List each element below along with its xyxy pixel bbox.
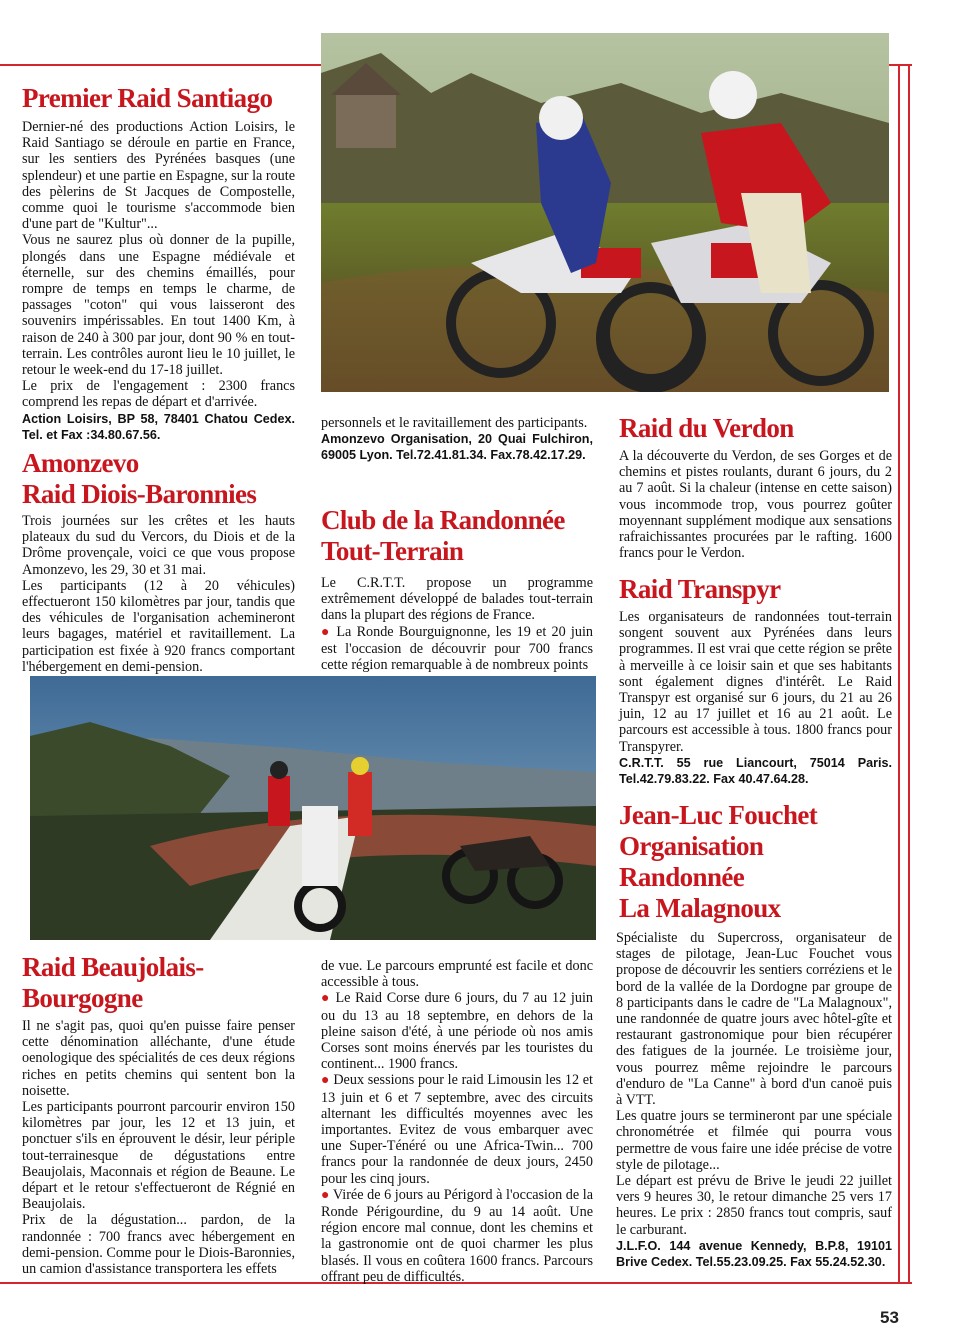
crtt-item-raid-corse: ● Le Raid Corse dure 6 jours, du 7 au 12 juin ou du 13 au 18 septembre, en dehors de la pleine saison d'été, à une période où nos amis Corses sont moins énervés par les touristes du continent... 1900 francs. xyxy=(321,990,594,1073)
beaujolais-paragraph-1: Il ne s'agit pas, quoi qu'en puisse faire penser cette dénomination alléchante, d'une étude oenologique des spécialités de ces deux régions riches en petits chemins qui sentent bon la noisette. xyxy=(22,1018,295,1099)
title-tout-terrain: Tout-Terrain xyxy=(321,536,464,566)
title-raid-diois-baronnies: Raid Diois-Baronnies xyxy=(22,479,257,509)
body-santiago xyxy=(22,119,295,443)
photo-landscape-riders xyxy=(30,676,596,940)
title-amonzevo: Amonzevo xyxy=(22,448,139,478)
santiago-paragraph-1: Dernier-né des productions Action Loisirs, le Raid Santiago se déroule en partie en France, sur les sentiers des Pyrénées basques (une splendeur) et une partie en Espagne, sur la route des pèlerins de St Jacques de Compostelle, comme quoi le tourisme s'accommode bien d'une part de "Kultur"... xyxy=(22,119,296,233)
body-fouchet xyxy=(616,930,892,1270)
title-raid-beaujolais: Raid Beaujolais- xyxy=(22,952,204,982)
verdon-paragraph-1: A la découverte du Verdon, de ses Gorges et de chemins et pistes roulants, durant 6 jours, du 2 au 7 août. Si la chaleur (intense en cette saison) vous incommode trop, vous pourrez goûter moyennant supplément modique aux sensations rafraichissantes procurées par le rafting. 1600 francs pour le Verdon. xyxy=(619,448,892,562)
body-crtt xyxy=(321,575,593,673)
title-raid-du-verdon: Raid du Verdon xyxy=(619,413,794,443)
title-organisation: Organisation xyxy=(619,831,764,861)
fouchet-contact: J.L.F.O. 144 avenue Kennedy, B.P.8, 19101 Brive Cedex. Tel.55.23.09.25. Fax 55.24.52.30. xyxy=(616,1238,892,1270)
fouchet-paragraph-1: Spécialiste du Supercross, organisateur de stages de pilotage, Jean-Luc Fouchet vous propose de découvrir les sentiers corréziens et le bord de la vallée de la Dordogne par groupe de 8 participants dans le cadre de "La Malagnoux", une randonnée de quatre jours avec hôtel-gîte et restaurant gastronomique pour bien récupérer des fatigues de la journée. Le troisième jour, vous pourrez même rejoindre le parcours d'enduro de "La Canne" à bord d'un canoë puis à VTT. xyxy=(616,930,892,1109)
santiago-paragraph-2: Vous ne saurez plus où donner de la pupille, plongés dans une Espagne médiévale et éternelle, sur des chemins émaillés, pour rompre de temps en temps le charme, de passages "coton" qui vous laisseront des souvenirs impérissables. En tout 1400 Km, à raison de 240 à 300 par jour, dont 90 % en tout-terrain. Les contrôles auront lieu le 10 juillet, le retour le week-end du 17-18 juillet. xyxy=(22,232,295,379)
title-la-malagnoux: La Malagnoux xyxy=(619,893,781,923)
title-premier-raid-santiago: Premier Raid Santiago xyxy=(22,83,273,113)
page-frame-right xyxy=(898,64,900,1284)
body-amonzevo-continued xyxy=(321,415,593,464)
bullet-icon: ● xyxy=(321,991,331,1007)
title-club-randonnee: Club de la Randonnée xyxy=(321,505,565,535)
bullet-icon: ● xyxy=(321,1073,330,1089)
transpyr-paragraph-1: Les organisateurs de randonnées tout-terrain songent souvent aux Pyrénées dans leurs programmes. Il est vrai que cette région se prête à merveille à ce loisir sain et que ses habitants sont également dignes d'intérêt. Le Raid Transpyr est organisé sur 6 jours, du 21 au 26 juin, 12 au 17 juillet et 16 au 21 août. Le parcours est accessible à tous. 1800 francs pour Transpyrer. xyxy=(619,609,892,755)
body-verdon xyxy=(619,448,892,561)
body-amonzevo xyxy=(22,513,295,675)
photo-two-riders xyxy=(321,33,889,392)
title-jean-luc-fouchet: Jean-Luc Fouchet xyxy=(619,800,818,830)
beaujolais-paragraph-3: Prix de la dégustation... pardon, de la randonnée : 700 francs avec hébergement en demi-pension. Comme pour le Diois-Baronnies, un camion d'assistance transportera les effets xyxy=(22,1212,295,1278)
crtt-continuation: de vue. Le parcours emprunté est facile et donc accessible à tous. xyxy=(321,958,593,991)
title-raid-transpyr: Raid Transpyr xyxy=(619,574,781,604)
santiago-paragraph-3: Le prix de l'engagement : 2300 francs comprend les repas de départ et d'arrivée. xyxy=(22,378,295,411)
crtt-item-limousin: ● Deux sessions pour le raid Limousin les 12 et 13 juin et 6 et 7 septembre, avec des circuits alternant les difficultés moyennes avec les importantes. Evitez de vous embarquer avec une Super-Ténéré ou une Africa-Twin... 700 francs pour la randonnée de deux jours, 2450 pour les cinq jours. xyxy=(321,1072,593,1187)
page-number: 53 xyxy=(880,1308,899,1327)
transpyr-contact: C.R.T.T. 55 rue Liancourt, 75014 Paris. Tel.42.79.83.22. Fax 40.47.64.28. xyxy=(619,755,892,787)
amonzevo-contact: Amonzevo Organisation, 20 Quai Fulchiron, 69005 Lyon. Tel.72.41.81.34. Fax.78.42.17.29. xyxy=(321,432,593,463)
crtt-paragraph-1: Le C.R.T.T. propose un programme extrêmement développé de balades tout-terrain dans la plupart des régions de France. xyxy=(321,575,593,624)
body-crtt-continued xyxy=(321,958,593,1285)
body-transpyr xyxy=(619,609,892,787)
amonzevo-paragraph-3: personnels et le ravitaillement des participants. xyxy=(321,415,588,431)
amonzevo-paragraph-1: Trois journées sur les crêtes et les hauts plateaux du sud du Vercors, du Diois et de la Drôme provençale, voici ce que vous propose Amonzevo, les 29, 30 et 31 mai. xyxy=(22,513,295,578)
bullet-icon: ● xyxy=(321,624,332,640)
fouchet-paragraph-3: Le départ est prévu de Brive le jeudi 22 juillet vers 9 heures 30, le retour dimanche 25 vers 17 heures. Le prix : 2850 francs tout compris, sauf le carburant. xyxy=(616,1173,892,1238)
fouchet-paragraph-2: Les quatre jours se termineront par une spéciale chronométrée et filmée qui pourra vous permettre de vous faire une idée précise de votre style de pilotage... xyxy=(616,1108,892,1173)
crtt-item-perigord: ● Virée de 6 jours au Périgord à l'occasion de la Ronde Périgourdine, du 9 au 14 août. Une région encore mal connue, dont les chemins et la gastronomie ont de quoi charmer les plus blasés. Il vous en coûtera 1600 francs. Parcours offrant peu de difficultés. xyxy=(321,1186,594,1285)
santiago-contact: Action Loisirs, BP 58, 78401 Chatou Cedex. Tel. et Fax :34.80.67.56. xyxy=(22,411,295,442)
crtt-item-ronde-bourguignonne: ● La Ronde Bourguignonne, les 19 et 20 juin est l'occasion de découvrir pour 700 francs cette région remarquable à de nombreux points xyxy=(321,623,593,674)
page-frame-right-inner xyxy=(908,64,910,1284)
title-bourgogne: Bourgogne xyxy=(22,983,143,1013)
amonzevo-paragraph-2: Les participants (12 à 20 véhicules) effectueront 150 kilomètres par jour, tandis que des véhicules de l'organisation achemineront leurs bagages, matériel et ravitaillement. La participation est fixée à 920 francs comportant l'hébergement en demi-pension. xyxy=(22,577,295,675)
body-beaujolais xyxy=(22,1018,295,1277)
beaujolais-paragraph-2: Les participants pourront parcourir environ 150 kilomètres par jour, les 12 et 13 juin, et ponctuer s'ils en éprouvent le désir, leur périple tout-terrainesque de dégustations entre Beaujolais, Maconnais et région de Beaune. Le départ et le retour s'effectueront de Régnié en Beaujolais. xyxy=(22,1099,295,1213)
title-randonnee: Randonnée xyxy=(619,862,745,892)
bullet-icon: ● xyxy=(321,1187,330,1203)
